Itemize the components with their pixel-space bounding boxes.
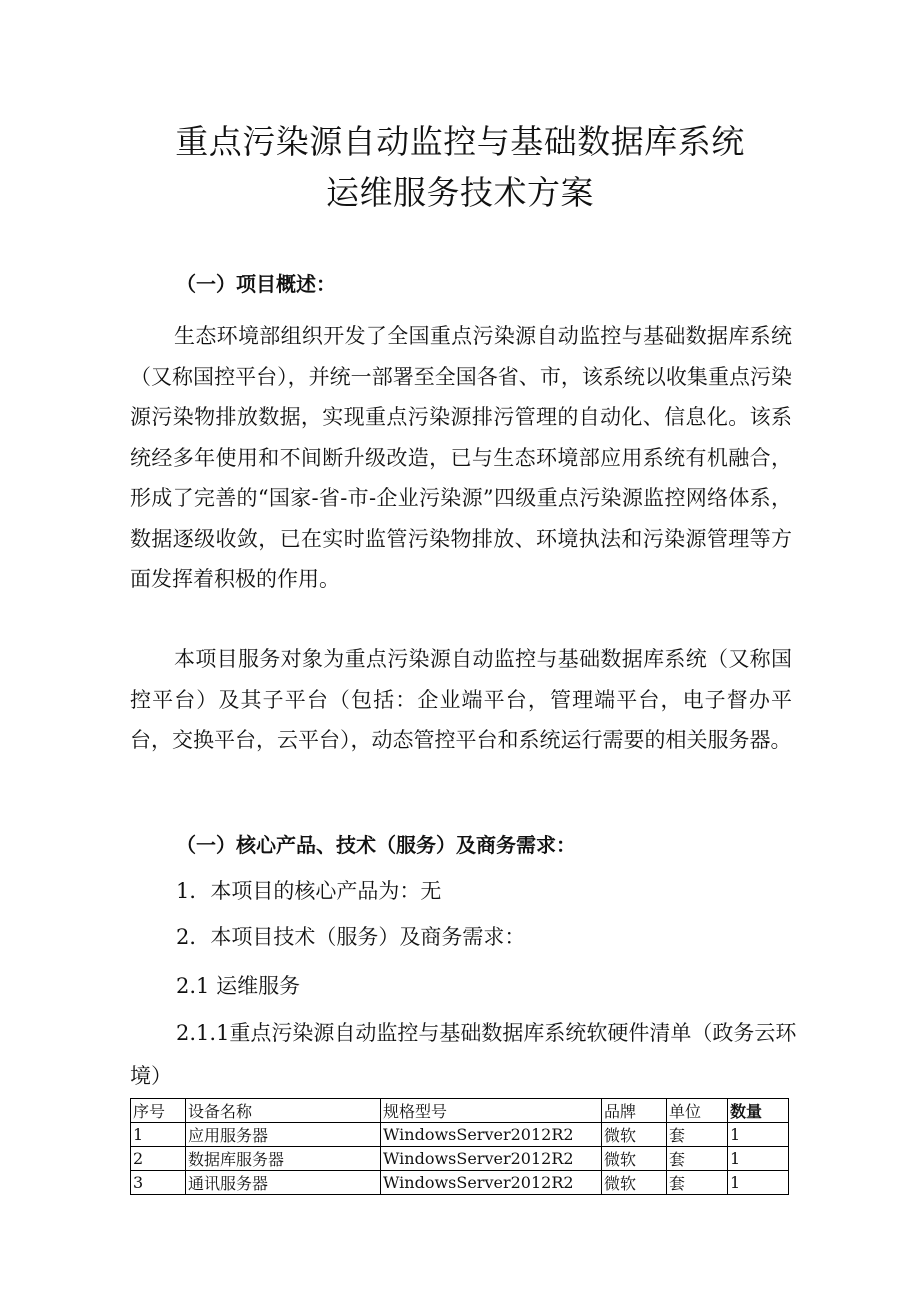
table-header-model: 规格型号 [381, 1099, 602, 1123]
table-header-index: 序号 [131, 1099, 186, 1123]
table-cell-quantity: 1 [728, 1123, 789, 1147]
table-row [131, 1147, 789, 1171]
table-row [131, 1123, 789, 1147]
table-cell-unit: 套 [667, 1147, 728, 1171]
table-cell-device-name: 应用服务器 [186, 1123, 381, 1147]
table-header-device-name: 设备名称 [186, 1099, 381, 1123]
table-cell-index: 2 [131, 1147, 186, 1171]
table-cell-index: 1 [131, 1123, 186, 1147]
table-cell-device-name: 数据库服务器 [186, 1147, 381, 1171]
table-cell-unit: 套 [667, 1123, 728, 1147]
paragraph-service-scope: 本项目服务对象为重点污染源自动监控与基础数据库系统（又称国控平台）及其子平台（包括：企业端平台，管理端平台，电子督办平台，交换平台，云平台），动态管控平台和系统运行需要的相关服务器。 [130, 647, 792, 752]
table-cell-brand: 微软 [602, 1147, 667, 1171]
table-header-quantity: 数量 [728, 1099, 789, 1123]
table-cell-model: WindowsServer2012R2 [381, 1171, 602, 1195]
list-item-technical-requirements: 2．本项目技术（服务）及商务需求： [176, 925, 526, 949]
section-heading-overview: （一）项目概述： [176, 272, 336, 296]
list-item-core-product: 1．本项目的核心产品为：无 [176, 879, 442, 903]
table-header-unit: 单位 [667, 1099, 728, 1123]
table-cell-brand: 微软 [602, 1123, 667, 1147]
table-cell-quantity: 1 [728, 1147, 789, 1171]
table-cell-model: WindowsServer2012R2 [381, 1123, 602, 1147]
table-cell-model: WindowsServer2012R2 [381, 1147, 602, 1171]
list-item-operations-service: 2.1 运维服务 [176, 974, 301, 998]
table-cell-brand: 微软 [602, 1171, 667, 1195]
table-row [131, 1171, 789, 1195]
list-item-software-hardware-list: 2.1.1重点污染源自动监控与基础数据库系统软硬件清单（政务云环境） [130, 1021, 797, 1088]
section-heading-requirements: （一）核心产品、技术（服务）及商务需求： [176, 833, 576, 857]
table-cell-quantity: 1 [728, 1171, 789, 1195]
table-header-row [131, 1099, 789, 1123]
table-cell-unit: 套 [667, 1171, 728, 1195]
document-title-line-2: 运维服务技术方案 [326, 173, 594, 212]
equipment-table [130, 1098, 789, 1195]
document-title-line-1: 重点污染源自动监控与基础数据库系统 [175, 122, 745, 161]
table-cell-device-name: 通讯服务器 [186, 1171, 381, 1195]
paragraph-overview: 生态环境部组织开发了全国重点污染源自动监控与基础数据库系统（又称国控平台），并统一部署至全国各省、市，该系统以收集重点污染源污染物排放数据，实现重点污染源排污管理的自动化、信息化。该系统经多年使用和不间断升级改造，已与生态环境部应用系统有机融合，形成了完善的“国家-省-市-企业污染源”四级重点污染源监控网络体系，数据逐级收敛，已在实时监管污染物排放、环境执法和污染源管理等方面发挥着积极的作用。 [130, 324, 792, 591]
table-cell-index: 3 [131, 1171, 186, 1195]
table-header-brand: 品牌 [602, 1099, 667, 1123]
